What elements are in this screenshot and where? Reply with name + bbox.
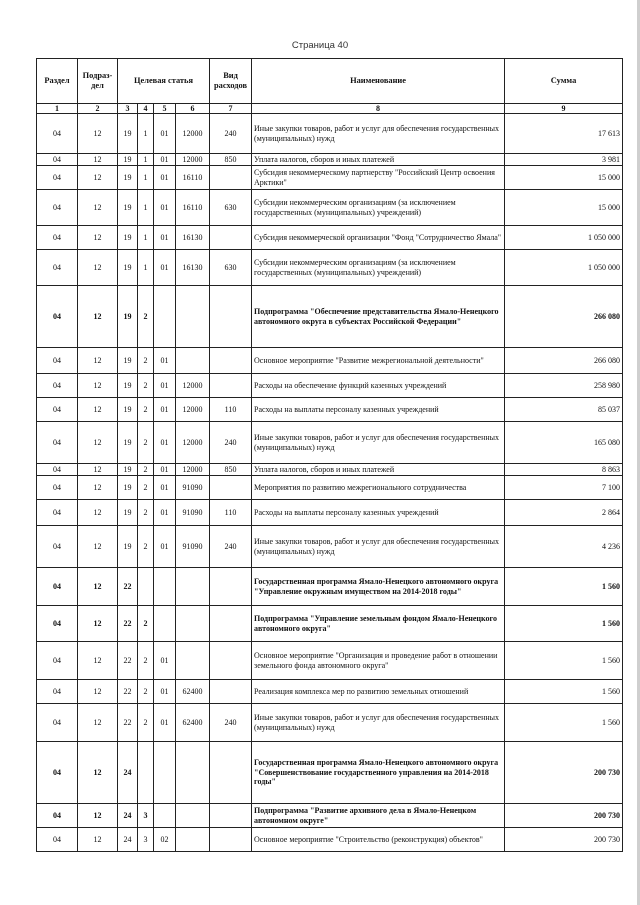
cell-subprogram: 3 xyxy=(138,828,154,852)
cell-summa: 3 981 xyxy=(505,154,623,166)
cell-razdel: 04 xyxy=(37,828,78,852)
cell-podrazdel: 12 xyxy=(78,398,118,422)
cell-naimenovanie: Субсидия некоммерческой организации "Фонд "Сотрудничество Ямала" xyxy=(252,226,505,250)
cell-event: 02 xyxy=(154,828,176,852)
cell-subprogram: 1 xyxy=(138,226,154,250)
cell-razdel: 04 xyxy=(37,166,78,190)
table-row xyxy=(37,606,623,642)
cell-summa: 8 863 xyxy=(505,464,623,476)
cell-podrazdel: 12 xyxy=(78,422,118,464)
cell-vid-rashodov: 240 xyxy=(210,704,252,742)
cell-podrazdel: 12 xyxy=(78,606,118,642)
cell-vid-rashodov: 240 xyxy=(210,422,252,464)
cell-summa: 1 050 000 xyxy=(505,226,623,250)
cell-direction: 16130 xyxy=(176,226,210,250)
cell-event: 01 xyxy=(154,398,176,422)
cell-vid-rashodov: 240 xyxy=(210,526,252,568)
cell-razdel: 04 xyxy=(37,226,78,250)
cell-subprogram: 2 xyxy=(138,704,154,742)
column-number: 3 xyxy=(118,104,138,114)
cell-summa: 1 050 000 xyxy=(505,250,623,286)
cell-direction xyxy=(176,286,210,348)
cell-razdel: 04 xyxy=(37,476,78,500)
cell-event: 01 xyxy=(154,190,176,226)
cell-vid-rashodov xyxy=(210,606,252,642)
cell-program: 19 xyxy=(118,476,138,500)
table-row xyxy=(37,742,623,804)
cell-summa: 266 080 xyxy=(505,286,623,348)
cell-subprogram: 2 xyxy=(138,286,154,348)
cell-direction: 16110 xyxy=(176,166,210,190)
table-row xyxy=(37,500,623,526)
column-number: 1 xyxy=(37,104,78,114)
cell-naimenovanie: Иные закупки товаров, работ и услуг для обеспечения государственных (муниципальных) нужд xyxy=(252,704,505,742)
cell-naimenovanie: Субсидия некоммерческому партнерству "Российский Центр освоения Арктики" xyxy=(252,166,505,190)
cell-podrazdel: 12 xyxy=(78,226,118,250)
cell-vid-rashodov xyxy=(210,286,252,348)
cell-razdel: 04 xyxy=(37,154,78,166)
cell-program: 19 xyxy=(118,464,138,476)
cell-vid-rashodov: 850 xyxy=(210,464,252,476)
cell-vid-rashodov xyxy=(210,568,252,606)
cell-podrazdel: 12 xyxy=(78,348,118,374)
header-summa: Сумма xyxy=(505,59,623,104)
cell-program: 22 xyxy=(118,568,138,606)
cell-podrazdel: 12 xyxy=(78,500,118,526)
cell-vid-rashodov: 630 xyxy=(210,250,252,286)
cell-podrazdel: 12 xyxy=(78,250,118,286)
cell-program: 19 xyxy=(118,500,138,526)
cell-razdel: 04 xyxy=(37,742,78,804)
cell-program: 19 xyxy=(118,166,138,190)
cell-subprogram: 2 xyxy=(138,348,154,374)
cell-naimenovanie: Расходы на обеспечение функций казенных учреждений xyxy=(252,374,505,398)
cell-subprogram xyxy=(138,568,154,606)
table-row xyxy=(37,154,623,166)
table-row xyxy=(37,166,623,190)
cell-subprogram xyxy=(138,742,154,804)
cell-event: 01 xyxy=(154,680,176,704)
cell-podrazdel: 12 xyxy=(78,476,118,500)
cell-razdel: 04 xyxy=(37,804,78,828)
table-row xyxy=(37,190,623,226)
cell-naimenovanie: Иные закупки товаров, работ и услуг для обеспечения государственных (муниципальных) нужд xyxy=(252,422,505,464)
cell-naimenovanie: Иные закупки товаров, работ и услуг для обеспечения государственных (муниципальных) нужд xyxy=(252,114,505,154)
cell-program: 19 xyxy=(118,190,138,226)
cell-podrazdel: 12 xyxy=(78,286,118,348)
cell-summa: 258 980 xyxy=(505,374,623,398)
cell-vid-rashodov: 850 xyxy=(210,154,252,166)
cell-razdel: 04 xyxy=(37,680,78,704)
cell-naimenovanie: Подпрограмма "Обеспечение представительства Ямало-Ненецкого автономного округа в субъектах Российской Федерации" xyxy=(252,286,505,348)
cell-program: 19 xyxy=(118,226,138,250)
cell-subprogram: 2 xyxy=(138,500,154,526)
cell-naimenovanie: Основное мероприятие "Организация и проведение работ в отношении земельного фонда автономного округа" xyxy=(252,642,505,680)
cell-razdel: 04 xyxy=(37,526,78,568)
header-podrazdel: Подраз-дел xyxy=(78,59,118,104)
cell-subprogram: 1 xyxy=(138,154,154,166)
table-row xyxy=(37,422,623,464)
cell-naimenovanie: Реализация комплекса мер по развитию земельных отношений xyxy=(252,680,505,704)
column-number: 5 xyxy=(154,104,176,114)
cell-razdel: 04 xyxy=(37,250,78,286)
cell-vid-rashodov xyxy=(210,828,252,852)
cell-event: 01 xyxy=(154,154,176,166)
cell-subprogram: 2 xyxy=(138,642,154,680)
table-row xyxy=(37,226,623,250)
cell-razdel: 04 xyxy=(37,114,78,154)
cell-subprogram: 2 xyxy=(138,374,154,398)
cell-program: 19 xyxy=(118,398,138,422)
cell-summa: 165 080 xyxy=(505,422,623,464)
cell-naimenovanie: Мероприятия по развитию межрегионального сотрудничества xyxy=(252,476,505,500)
cell-razdel: 04 xyxy=(37,500,78,526)
table-body xyxy=(37,114,623,852)
cell-direction xyxy=(176,642,210,680)
cell-subprogram: 2 xyxy=(138,680,154,704)
cell-event xyxy=(154,568,176,606)
table-row xyxy=(37,642,623,680)
cell-subprogram: 1 xyxy=(138,114,154,154)
cell-subprogram: 2 xyxy=(138,464,154,476)
cell-program: 24 xyxy=(118,742,138,804)
table-row xyxy=(37,828,623,852)
cell-vid-rashodov xyxy=(210,642,252,680)
cell-vid-rashodov xyxy=(210,680,252,704)
cell-summa: 266 080 xyxy=(505,348,623,374)
cell-vid-rashodov xyxy=(210,226,252,250)
cell-summa: 200 730 xyxy=(505,742,623,804)
header-razdel: Раздел xyxy=(37,59,78,104)
budget-table xyxy=(36,58,623,852)
cell-event xyxy=(154,804,176,828)
cell-direction xyxy=(176,742,210,804)
cell-summa: 15 000 xyxy=(505,190,623,226)
cell-subprogram: 2 xyxy=(138,398,154,422)
cell-vid-rashodov: 240 xyxy=(210,114,252,154)
table-row xyxy=(37,374,623,398)
cell-vid-rashodov xyxy=(210,348,252,374)
header-naimenovanie: Наименование xyxy=(252,59,505,104)
cell-direction xyxy=(176,348,210,374)
cell-direction: 62400 xyxy=(176,704,210,742)
cell-summa: 17 613 xyxy=(505,114,623,154)
cell-podrazdel: 12 xyxy=(78,154,118,166)
cell-podrazdel: 12 xyxy=(78,190,118,226)
cell-direction: 12000 xyxy=(176,114,210,154)
header-vid-rashodov: Вид расходов xyxy=(210,59,252,104)
cell-event xyxy=(154,606,176,642)
cell-direction xyxy=(176,828,210,852)
cell-razdel: 04 xyxy=(37,568,78,606)
cell-podrazdel: 12 xyxy=(78,374,118,398)
cell-program: 19 xyxy=(118,114,138,154)
cell-direction: 91090 xyxy=(176,500,210,526)
cell-podrazdel: 12 xyxy=(78,742,118,804)
table-row xyxy=(37,398,623,422)
cell-subprogram: 2 xyxy=(138,526,154,568)
cell-podrazdel: 12 xyxy=(78,704,118,742)
cell-direction xyxy=(176,568,210,606)
cell-subprogram: 2 xyxy=(138,606,154,642)
cell-program: 19 xyxy=(118,348,138,374)
cell-naimenovanie: Подпрограмма "Управление земельным фондом Ямало-Ненецкого автономного округа" xyxy=(252,606,505,642)
column-number: 9 xyxy=(505,104,623,114)
cell-summa: 1 560 xyxy=(505,680,623,704)
cell-direction: 16110 xyxy=(176,190,210,226)
table-row xyxy=(37,286,623,348)
cell-razdel: 04 xyxy=(37,422,78,464)
cell-direction: 91090 xyxy=(176,476,210,500)
cell-naimenovanie: Субсидии некоммерческим организациям (за исключением государственных (муниципальных) учреждений) xyxy=(252,190,505,226)
table-row xyxy=(37,250,623,286)
cell-direction: 91090 xyxy=(176,526,210,568)
cell-naimenovanie: Уплата налогов, сборов и иных платежей xyxy=(252,154,505,166)
table-row xyxy=(37,680,623,704)
cell-event: 01 xyxy=(154,226,176,250)
cell-podrazdel: 12 xyxy=(78,464,118,476)
cell-podrazdel: 12 xyxy=(78,804,118,828)
cell-event: 01 xyxy=(154,500,176,526)
cell-razdel: 04 xyxy=(37,190,78,226)
cell-event: 01 xyxy=(154,464,176,476)
cell-naimenovanie: Расходы на выплаты персоналу казенных учреждений xyxy=(252,500,505,526)
cell-summa: 1 560 xyxy=(505,606,623,642)
cell-razdel: 04 xyxy=(37,704,78,742)
cell-event: 01 xyxy=(154,704,176,742)
cell-razdel: 04 xyxy=(37,464,78,476)
cell-vid-rashodov: 110 xyxy=(210,398,252,422)
cell-vid-rashodov: 630 xyxy=(210,190,252,226)
cell-vid-rashodov xyxy=(210,374,252,398)
cell-razdel: 04 xyxy=(37,398,78,422)
cell-direction xyxy=(176,606,210,642)
cell-subprogram: 1 xyxy=(138,250,154,286)
cell-summa: 15 000 xyxy=(505,166,623,190)
cell-naimenovanie: Подпрограмма "Развитие архивного дела в Ямало-Ненецком автономном округе" xyxy=(252,804,505,828)
cell-vid-rashodov xyxy=(210,804,252,828)
cell-subprogram: 3 xyxy=(138,804,154,828)
cell-naimenovanie: Субсидии некоммерческим организациям (за исключением государственных (муниципальных) учреждений) xyxy=(252,250,505,286)
cell-event: 01 xyxy=(154,526,176,568)
cell-podrazdel: 12 xyxy=(78,526,118,568)
cell-podrazdel: 12 xyxy=(78,680,118,704)
cell-program: 22 xyxy=(118,704,138,742)
table-row xyxy=(37,464,623,476)
cell-vid-rashodov xyxy=(210,742,252,804)
column-number: 6 xyxy=(176,104,210,114)
cell-podrazdel: 12 xyxy=(78,114,118,154)
cell-summa: 85 037 xyxy=(505,398,623,422)
column-number: 8 xyxy=(252,104,505,114)
table-row xyxy=(37,804,623,828)
column-number: 2 xyxy=(78,104,118,114)
cell-razdel: 04 xyxy=(37,348,78,374)
cell-vid-rashodov xyxy=(210,166,252,190)
table-header-row xyxy=(37,59,623,104)
cell-naimenovanie: Государственная программа Ямало-Ненецкого автономного округа "Управление окружным имуществом на 2014-2018 годы" xyxy=(252,568,505,606)
cell-podrazdel: 12 xyxy=(78,828,118,852)
table-row xyxy=(37,568,623,606)
page-label: Страница 40 xyxy=(291,40,349,51)
cell-razdel: 04 xyxy=(37,374,78,398)
cell-naimenovanie: Основное мероприятие "Развитие межрегиональной деятельности" xyxy=(252,348,505,374)
cell-event: 01 xyxy=(154,642,176,680)
column-number: 4 xyxy=(138,104,154,114)
cell-naimenovanie: Иные закупки товаров, работ и услуг для обеспечения государственных (муниципальных) нужд xyxy=(252,526,505,568)
cell-naimenovanie: Расходы на выплаты персоналу казенных учреждений xyxy=(252,398,505,422)
cell-razdel: 04 xyxy=(37,606,78,642)
cell-razdel: 04 xyxy=(37,642,78,680)
cell-event: 01 xyxy=(154,476,176,500)
table-row xyxy=(37,114,623,154)
cell-razdel: 04 xyxy=(37,286,78,348)
cell-direction: 16130 xyxy=(176,250,210,286)
cell-program: 22 xyxy=(118,606,138,642)
cell-program: 22 xyxy=(118,642,138,680)
cell-summa: 4 236 xyxy=(505,526,623,568)
column-number: 7 xyxy=(210,104,252,114)
cell-program: 19 xyxy=(118,250,138,286)
table-row xyxy=(37,704,623,742)
table-row xyxy=(37,348,623,374)
cell-direction: 12000 xyxy=(176,398,210,422)
cell-summa: 2 864 xyxy=(505,500,623,526)
cell-event: 01 xyxy=(154,348,176,374)
cell-summa: 1 560 xyxy=(505,704,623,742)
cell-naimenovanie: Основное мероприятие "Строительство (реконструкция) объектов" xyxy=(252,828,505,852)
cell-subprogram: 1 xyxy=(138,166,154,190)
cell-program: 24 xyxy=(118,804,138,828)
cell-summa: 200 730 xyxy=(505,804,623,828)
cell-vid-rashodov: 110 xyxy=(210,500,252,526)
column-number-row xyxy=(37,104,623,114)
cell-summa: 7 100 xyxy=(505,476,623,500)
cell-program: 22 xyxy=(118,680,138,704)
cell-program: 19 xyxy=(118,422,138,464)
cell-event: 01 xyxy=(154,114,176,154)
cell-direction: 12000 xyxy=(176,374,210,398)
cell-program: 19 xyxy=(118,286,138,348)
cell-event: 01 xyxy=(154,374,176,398)
cell-event: 01 xyxy=(154,422,176,464)
cell-program: 19 xyxy=(118,374,138,398)
cell-summa: 200 730 xyxy=(505,828,623,852)
cell-subprogram: 1 xyxy=(138,190,154,226)
cell-direction: 62400 xyxy=(176,680,210,704)
cell-summa: 1 560 xyxy=(505,642,623,680)
cell-vid-rashodov xyxy=(210,476,252,500)
cell-program: 24 xyxy=(118,828,138,852)
cell-naimenovanie: Уплата налогов, сборов и иных платежей xyxy=(252,464,505,476)
cell-program: 19 xyxy=(118,526,138,568)
cell-podrazdel: 12 xyxy=(78,642,118,680)
cell-direction xyxy=(176,804,210,828)
cell-event: 01 xyxy=(154,166,176,190)
cell-event xyxy=(154,742,176,804)
cell-summa: 1 560 xyxy=(505,568,623,606)
cell-program: 19 xyxy=(118,154,138,166)
cell-event xyxy=(154,286,176,348)
cell-direction: 12000 xyxy=(176,422,210,464)
cell-podrazdel: 12 xyxy=(78,568,118,606)
table-row xyxy=(37,476,623,500)
cell-naimenovanie: Государственная программа Ямало-Ненецкого автономного округа "Совершенствование государственного управления на 2014-2018 годы" xyxy=(252,742,505,804)
cell-direction: 12000 xyxy=(176,464,210,476)
header-celevaya-statya: Целевая статья xyxy=(118,59,210,104)
cell-subprogram: 2 xyxy=(138,476,154,500)
cell-event: 01 xyxy=(154,250,176,286)
cell-podrazdel: 12 xyxy=(78,166,118,190)
cell-subprogram: 2 xyxy=(138,422,154,464)
cell-direction: 12000 xyxy=(176,154,210,166)
table-row xyxy=(37,526,623,568)
